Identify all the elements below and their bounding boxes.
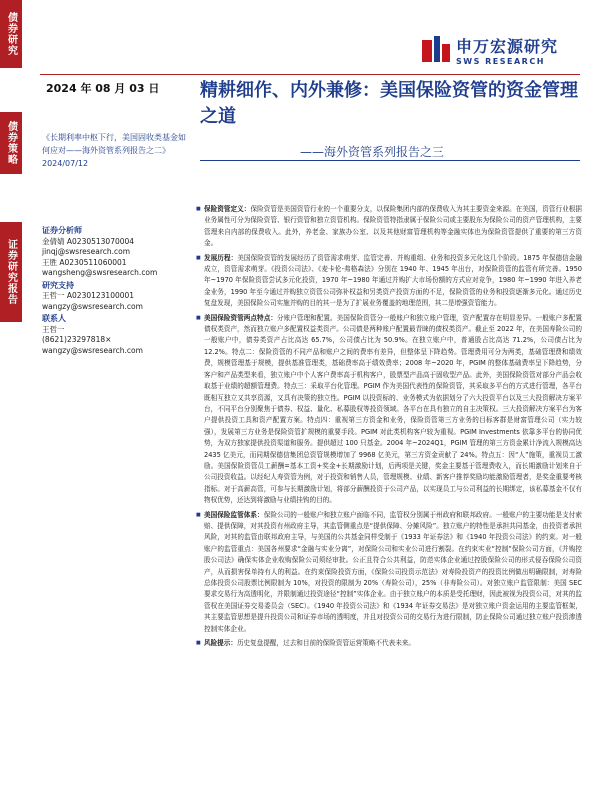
brand-name-cn: 申万宏源研究 bbox=[456, 37, 559, 56]
paragraph-features: ■ 美国保险资管两点特点：分账户管理和配置。美国保险资管分一般账户和独立账户管理，资产配置存在明显差异。一般账户多配置债权类资产，然而独立账户多配置权益类资产。公司债是两种账户配置最青睐的债权类资产。截止至 2022 年，在美国寿险公司的一般账户中，债券类资产占比高达 65.7%，公司债占比为 50.9%。在独立账户中，普通股占比高达 71.2%，公司债占比为 12.2%。特点二：保险资管的不同产品和账户之间的费率有差异，但整体呈下降趋势。管理费用可分为两类，基础管理费和绩效费，规模管理基于规模，提供基准管理类，基础费率高于绩效费率；2008 年~2020 年，PGIM 的整体基础费率呈下降趋势，分客户和产品类型来看，独立账户中个人客户费率高于机构客户，股票型产品高于固收型产品。此外，美国保险资管对部分产品会收取基于业绩的超额管理费。特点三：采取平台化管理。PGIM 作为美国代表性的保险资管，其采取多平台的方式进行管理，各平台既相互独立又共享资源，又具有决策的独立性。PGIM 以投资标的、业务模式为依据划分了六大投资平台以及三大投资解决方案平台，不同平台分别聚焦于债券、权益、量化、私募股权等投资领域。各平台在具有独立的自主决策权。三大投资解决方案平台为客户提供投资工具和资产配置方案。特点四：重视第三方资金和业务，保险资管第三方业务的目标客群是财富管理公司（实力较强），发展第三方业务是保险资管扩规模的重要手段。PGIM 对此类机构客户较为重视。PGIM Investments 依靠多平台的协同优势，为双方独家提供投资渠道和服务。提供超过 100 只基金。2004 年~2024Q1，PGIM 管理的第三方资金累计净流入规模高达 2435 亿美元，而同期保德信集团总资管规模增加了 9968 亿美元，第三方资金贡献了 24%。特点五：因“人”施策，重视员工激励。美国保险资管员工薪酬=基本工资+奖金+长期激励计划，后两项是关键，奖金主要基于管理费收入，而长期激励计划来自于公司投资收益。以经纪人寿资管为例，对于投资和销售人员，管理规模、业绩、新客户推荐奖励均能激励管理者，是奖金重要考核指标。对于高薪高管，可参与长期激励计划，将部分薪酬投资于公司产品，以实现员工与公司利益的长期绑定，该私募基金不仅有物权优势，还达到将激励与业绩挂钩的目的。 bbox=[196, 313, 582, 507]
paragraph-history: ■ 发展历程：美国保险资管的发展经历了资管需求萌芽、监管完善、并购重组、业务和投资多元化这几个阶段。1875 年保德信金融成立，资管需求萌芽。《投资公司法》、《麦卡伦-弗格森法》分别在 1940 年、1945 年出台，对保险资管的监管有所完善。1950 年~1970 年保险资管尝试多元化投资，1970 年~1980 年通过并购扩大市场份额的方式应对竞争，1980 年~1990 年进入养老金业务，1990 年至今通过并购独立资管公司弥补权益和另类资产投资方面的不足，保险资管的业务和投资逐渐多元化。通过历史复盘发现，美国保险公司实施并购的目的其一是为了扩展业务覆盖的地理范围，其二是增强资管能力。 bbox=[196, 253, 582, 310]
contact-email[interactable]: wangzy@swsresearch.com bbox=[42, 345, 143, 355]
header-divider bbox=[40, 74, 580, 75]
strategy-label: 债券策略 bbox=[0, 112, 22, 174]
analyst-panel bbox=[42, 224, 192, 356]
analyst-cert: A0230513070004 bbox=[66, 236, 135, 246]
analyst-email[interactable]: jinqj@swsresearch.com bbox=[42, 247, 131, 256]
left-strip bbox=[0, 0, 22, 800]
paragraph-definition: ■ 保险资管定义：保险资管是美国资管行业的一个重要分支，以保险集团内部的保费收入为其主要资金来源。在美国，资管行业根据业务属性可分为保险资管、银行资管和独立资管机构。保险资管特指隶属于保险公司或主要股东为保险公司的资产管理机构，主要管理来自内部的保费收入。此外，养老金、家族办公室、以及其他财富管理机构等金融实体也为保险资管提供了重要的第三方资金。 bbox=[196, 204, 582, 250]
report-body bbox=[196, 204, 582, 652]
brand-logo bbox=[420, 30, 580, 70]
analyst-2 bbox=[42, 258, 192, 269]
category-label: 债券研究 bbox=[0, 0, 22, 68]
assistant-name: 王哲一 bbox=[42, 291, 65, 300]
sws-logo-icon bbox=[420, 34, 452, 66]
report-date: 2024 年 08 月 03 日 bbox=[46, 82, 160, 95]
paragraph-regulation: ■ 美国保险监管体系：保险公司的一般账户和独立账户面临不同，监管权分别属于州政府和联邦政府。一般账户的主要功能是支付索赔、提供保障，对其投资有州政府主导，其监管侧重点是“提供保障、分摊风险”。独立账户的特性是承担共同基金，由投资者承担风险，对其的监管由联邦政府主导，与美国的公共基金同样受制于《1933 年证券法》和《1940 年投资公司法》的约束。对一般账户的监管重点：美国各州要求“金融与实业分离”，对保险公司和实业公司进行割裂。在约束实业“控制”保险公司方面，《并购控股公司法》确保实体企业收购保险公司须经审批。公正且符合公共利益，防范实体企业通过控股保险公司的形式侵吞保险公司资产，从而损害保单持有人的利益。在约束保险投资方面，《保险公司投资示范法》对寿险投资产的投资比例做出明确限制，对寿险总体投资公司股票比例限制为 10%，对投资的限制为 20%（寿险公司），25%（非寿险公司）。对独立账户监管限制：美国 SEC 要求交易行为高透明化，并限制通过投资途径“控制”实体企业。由于独立账户的本质是受托理财，因此被视为投资公司，对其的监管权在美国证券交易委员会（SEC）。《1940 年投资公司法》和《1934 年证券交易法》是对独立账户资金运用的主要监管框架，其主要监管思想是提升投资公司和证券市场的透明度，并且对投资公司的交易行为进行限制，防止保险公司通过独立账户投资渗透控制实体企业。 bbox=[196, 510, 582, 635]
assistant-cert: A0230123100001 bbox=[66, 291, 135, 300]
assistant-email[interactable]: wangzy@swsresearch.com bbox=[42, 301, 143, 311]
report-type-label: 证券研究报告 bbox=[0, 222, 22, 322]
brand-name-en: SWS RESEARCH bbox=[456, 57, 545, 66]
analyst-email[interactable]: wangsheng@swsresearch.com bbox=[42, 268, 158, 277]
paragraph-risk: ■ 风险提示：历史复盘提醒，过去和目前的保险资管运营策略不代表未来。 bbox=[196, 638, 582, 649]
analyst-1 bbox=[42, 237, 192, 248]
report-subtitle: ——海外资管系列报告之三 bbox=[300, 145, 445, 159]
title-divider bbox=[200, 160, 580, 161]
assistant-section-title: 研究支持 bbox=[42, 280, 74, 290]
analyst-cert: A0230511060001 bbox=[59, 257, 127, 267]
analyst-name: 王胜 bbox=[42, 257, 57, 267]
contact-section-title: 联系人 bbox=[42, 314, 66, 323]
analyst-section-title: 证券分析师 bbox=[42, 226, 82, 235]
contact-phone: (8621)23297818× bbox=[42, 335, 112, 344]
contact-name: 王哲一 bbox=[42, 324, 65, 334]
report-title: 精耕细作、内外兼修：美国保险资管的资金管理之道 bbox=[200, 80, 578, 127]
analyst-name: 金倩婧 bbox=[42, 236, 65, 246]
related-report-link[interactable]: 《长期利率中枢下行，美国固收类基金如何应对——海外资管系列报告之二》2024/07/12 bbox=[42, 133, 186, 168]
